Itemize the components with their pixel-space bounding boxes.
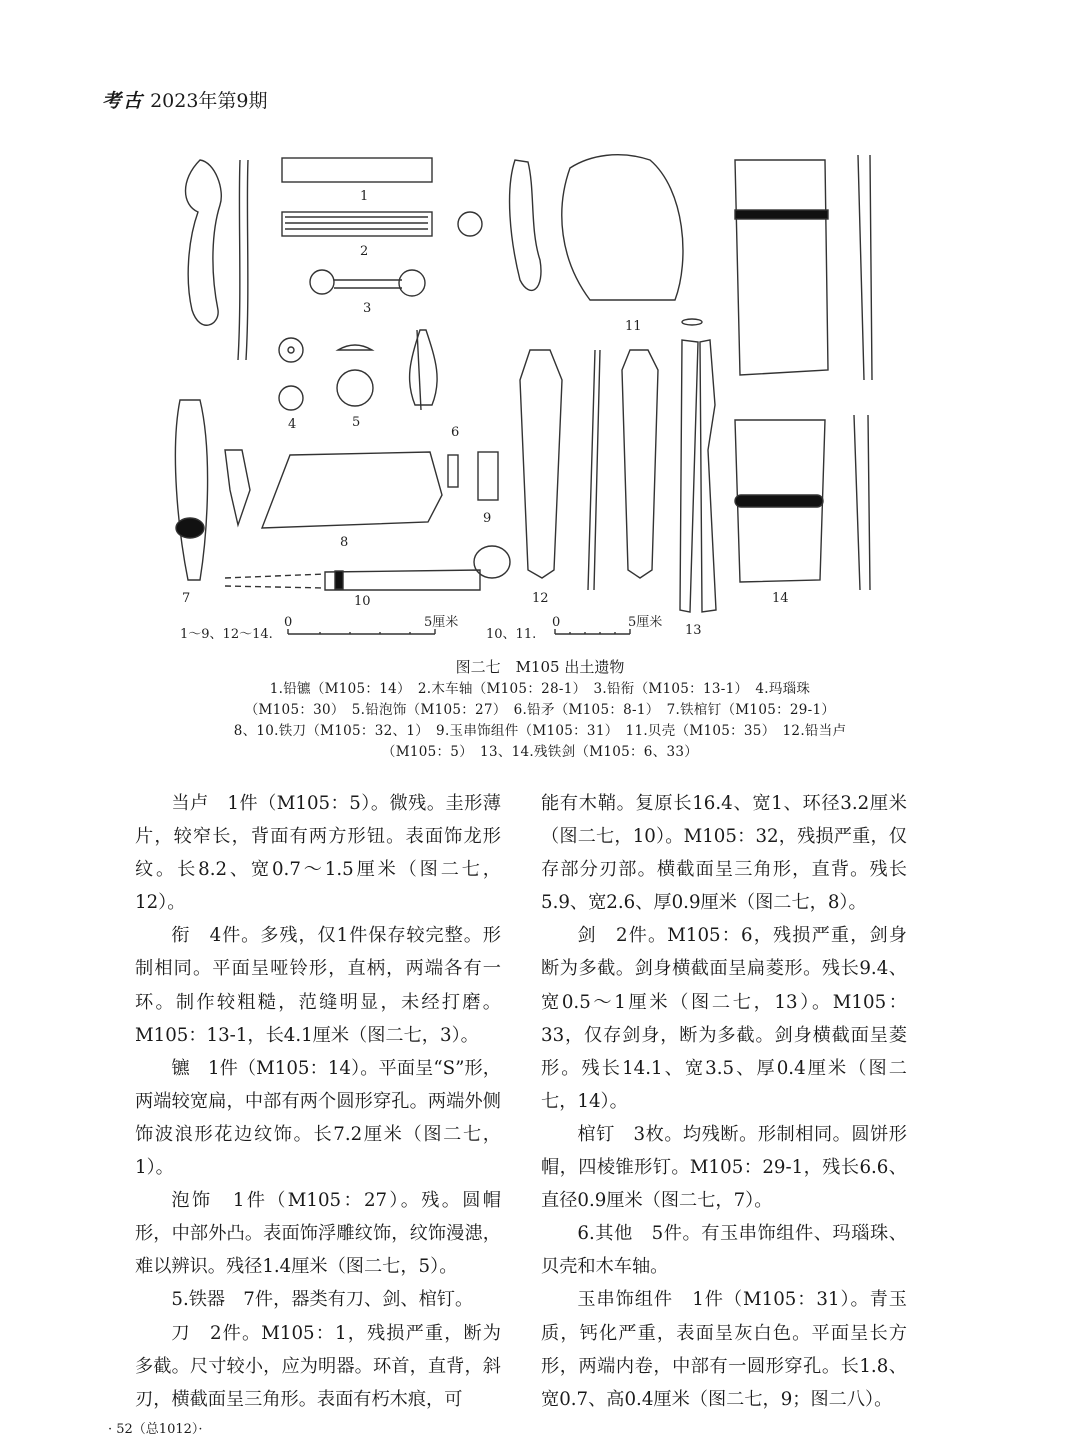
fig-label-1top: 1 (360, 189, 369, 204)
paragraph-danglu: 当卢 1件（M105：5）。微残。圭形薄片，较窄长，背面有两方形钮。表面饰龙形纹。长8.2、宽0.7～1.5厘米（图二七，12）。 (135, 793, 501, 914)
artifact-12-frontlet-drawing (520, 350, 658, 590)
fig-label-2: 2 (360, 244, 369, 259)
figure-caption-title: 图二七 M105 出土遗物 (455, 658, 625, 676)
scale-right-zero: 0 (552, 615, 561, 630)
fig-label-8: 8 (340, 535, 349, 550)
scale-bar-left (288, 629, 435, 634)
fig-label-5: 5 (352, 415, 361, 430)
scale-right-length: 5厘米 (628, 615, 663, 630)
scale-bar-right (555, 629, 630, 634)
fig-label-6: 6 (451, 425, 460, 440)
artifact-6-spear-drawing (410, 330, 438, 410)
artifact-2-axle-drawing (282, 158, 482, 236)
artifact-5-boss-drawing (337, 345, 373, 406)
figure-caption-line: （M105：30） 5.铅泡饰（M105：27） 6.铅矛（M105：8-1） 7.铁棺钉（M105：29-1） (244, 702, 836, 718)
artifact-11-shell-drawing (510, 155, 683, 300)
artifact-10-knife-drawing (225, 546, 510, 590)
issue-label: 2023年第9期 (150, 90, 268, 112)
artifact-13-sword-drawing (680, 319, 716, 612)
paragraph-biao: 镳 1件（M105：14）。平面呈“S”形，两端较宽扁，中部有两个圆形穿孔。两端外侧饰波浪形花边纹饰。长7.2厘米（图二七，1）。 (135, 1057, 501, 1179)
page-number: · 52（总1012）· (108, 1422, 203, 1437)
paragraph-yu-chuanshi: 玉串饰组件 1件（M105：31）。青玉质，钙化严重，表面呈灰白色。平面呈长方形，两端内卷，中部有一圆形穿孔。长1.8、宽0.7、高0.4厘米（图二七，9；图二八）。 (541, 1289, 907, 1410)
paragraph-paoshi: 泡饰 1件（M105：27）。残。圆帽形，中部外凸。表面饰浮雕纹饰，纹饰漫漶，难以辨识。残径1.4厘米（图二七，5）。 (135, 1190, 501, 1278)
artifact-9-jade-drawing (448, 452, 498, 500)
artifact-8-knife-fragment-drawing (225, 450, 442, 528)
artifact-3-bit-drawing (310, 270, 425, 296)
fig-label-11: 11 (625, 319, 642, 334)
paragraph-dao-continued: 能有木鞘。复原长16.4、宽1、环径3.2厘米（图二七，10）。M105：32，残损严重，仅存部分刃部。横截面呈三角形，直背。残长5.9、宽2.6、厚0.9厘米（图二七，8）。 (541, 793, 907, 914)
artifact-figure (170, 150, 890, 650)
fig-label-9: 9 (483, 511, 492, 526)
fig-label-12: 12 (532, 591, 549, 606)
artifact-14-long-sword-drawing (735, 155, 872, 590)
body-column-right (541, 787, 907, 1416)
artifact-1-cheekpiece-drawing (186, 160, 249, 360)
fig-label-7: 7 (182, 591, 191, 606)
paragraph-jian: 剑 2件。M105：6，残损严重，剑身断为多截。剑身横截面呈扁菱形。残长9.4、宽0.5～1厘米（图二七，13）。M105：33，仅存剑身，断为多截。剑身横截面呈菱形。残长14.1、宽3.5、厚0.4厘米（图二七，14）。 (541, 925, 907, 1112)
scale-left-length: 5厘米 (424, 615, 459, 630)
paragraph-guanding: 棺钉 3枚。均残断。形制相同。圆饼形帽，四棱锥形钉。M105：29-1，残长6.6、直径0.9厘米（图二七，7）。 (541, 1123, 907, 1212)
fig-label-4: 4 (288, 417, 297, 432)
paragraph-dao: 刀 2件。M105：1，残损严重，断为多截。尺寸较小，应为明器。环首，直背，斜刃，横截面呈三角形。表面有朽木痕，可 (135, 1322, 501, 1410)
figure-caption-line: 8、10.铁刀（M105：32、1） 9.玉串饰组件（M105：31） 11.贝壳（M105：35） 12.铅当卢 (233, 723, 847, 739)
paragraph-xian: 衔 4件。多残，仅1件保存较完整。形制相同。平面呈哑铃形，直柄，两端各有一环。制作较粗糙，范缝明显，未经打磨。M105：13-1，长4.1厘米（图二七，3）。 (135, 925, 501, 1046)
scale-left-zero: 0 (284, 615, 293, 630)
scale-right-range: 10、11. (486, 627, 537, 642)
section-heading-other: 6.其他 5件。有玉串饰组件、玛瑙珠、贝壳和木车轴。 (541, 1223, 907, 1278)
artifact-7-nail-drawing (175, 400, 207, 580)
figure-caption-line: 1.铅镳（M105：14） 2.木车轴（M105：28-1） 3.铅衔（M105：13-1） 4.玛瑙珠 (269, 681, 811, 697)
journal-logo: 考古 (102, 90, 145, 112)
artifact-4-bead-drawing (279, 338, 303, 410)
scale-left-range: 1～9、12～14. (180, 627, 273, 642)
fig-label-13: 13 (685, 623, 702, 638)
body-column-left (135, 787, 501, 1416)
fig-label-3: 3 (363, 301, 372, 316)
figure-caption-line: （M105：5） 13、14.残铁剑（M105：6、33） (381, 744, 699, 760)
running-header (102, 86, 268, 113)
fig-label-14: 14 (772, 591, 789, 606)
section-heading-iron: 5.铁器 7件，器类有刀、剑、棺钉。 (171, 1289, 474, 1311)
fig-label-10: 10 (354, 594, 371, 609)
